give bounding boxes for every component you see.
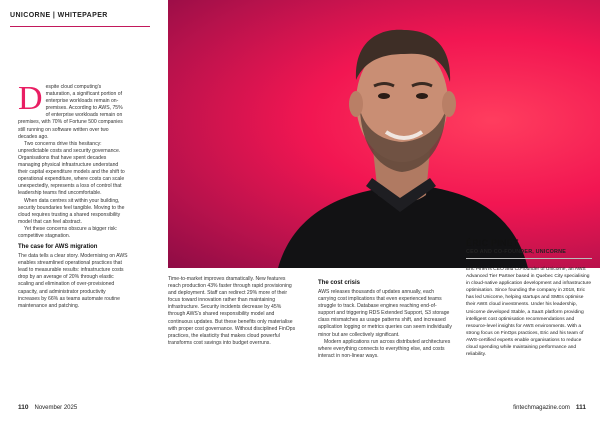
footer-right bbox=[513, 404, 586, 411]
profile-bio: Éric Pinet is CEO and Co-founder of Unicorne, an AWS Advanced Tier Partner based in Quebec City specialising in cloud-native application development and infrastructure optimisation. Since founding the company in 2018, Eric has led Unicorne, helping startups and SMEs optimise their AWS cloud investments. Under his leadership, Unicorne developed Stable, a SaaS platform providing intelligent cost optimisation recommendations and resource-level insights for AWS environments. With a strong focus on FinOps practices, Eric and his team of AWS-certified experts enable organisations to reduce cloud spending while maintaining performance and reliability. bbox=[466, 267, 592, 358]
portrait-photo bbox=[168, 0, 600, 268]
paragraph: AWS releases thousands of updates annually, each carrying cost implications that even experienced teams struggle to track. Database engines reaching end-of-support and triggering RDS Extended Support, S3 storage class mismatches as usage patterns shift, and increased application logging or metrics queries can seem individually minor but are collectively significant. bbox=[318, 289, 452, 338]
profile-role: CEO AND CO-FOUNDER, UNICORNE bbox=[466, 249, 567, 255]
profile-name-block bbox=[466, 238, 592, 259]
paragraph: When data centres sit within your building, security boundaries feel tangible. Moving to the cloud requires trusting a shared responsibility model that can feel abstract. bbox=[18, 197, 125, 225]
paragraph: Modern applications run across distributed architectures where everything connects to everything else, and costs interact in non-linear ways. bbox=[318, 338, 451, 359]
dropcap: D bbox=[18, 80, 43, 117]
site-url: fintechmagazine.com bbox=[513, 405, 570, 411]
profile-rule bbox=[466, 258, 592, 259]
paragraph: Two concerns drive this hesitancy: unpredictable costs and security governance. Organisations that have spent decades managing physical infrastructure understand their capital expenditure models and the shift to operational expenditure, where costs can scale unexpectedly, represents a loss of control that leadership teams find uncomfortable. bbox=[18, 140, 125, 197]
paragraph: Time-to-market improves dramatically. New features reach production 43% faster through rapid provisioning and deployment. Staff can redirect 29% more of their focus toward innovation rather than maintaining infrastructure. Security incidents decrease by 45% through AWS's shared responsibility model and continuous updates. But these benefits only materialise with proper cost governance. Without disciplined FinOps practices, the elasticity that makes cloud powerful transforms cost savings into budget overruns. bbox=[168, 276, 296, 346]
article-column-2 bbox=[168, 276, 296, 347]
page-number-right: 111 bbox=[575, 404, 586, 411]
subheading-aws-migration: The case for AWS migration bbox=[18, 244, 98, 251]
profile-name: ÉRIC PINET bbox=[466, 238, 519, 248]
intro-paragraph: Despite cloud computing's maturation, a significant portion of enterprise workloads remain on-premises. According to AWS, 75% of enterprise workloads remain on premises, with 70% of Fortune 500 companies still running on software written over two decades ago. bbox=[18, 80, 123, 140]
section-header: UNICORNE | WHITEPAPER bbox=[10, 12, 108, 19]
paragraph: The data tells a clear story. Modernising on AWS enables streamlined operational practices that lead to measurable results: infrastructure costs drop by an average of 20% through elastic scaling and elimination of over-provisioned capacity, and administrator productivity increases by 66% as teams automate routine maintenance and patching. bbox=[18, 253, 128, 309]
article-column-1 bbox=[18, 80, 128, 310]
issue-date: November 2025 bbox=[34, 405, 78, 411]
page-number-left: 110 bbox=[18, 404, 29, 411]
paragraph: Yet these concerns obscure a bigger risk: competitive stagnation. bbox=[18, 225, 118, 239]
footer-left bbox=[18, 404, 77, 411]
article-column-3 bbox=[318, 276, 452, 360]
subheading-cost-crisis: The cost crisis bbox=[318, 280, 361, 286]
portrait-illustration bbox=[168, 0, 600, 268]
header-rule bbox=[10, 26, 150, 27]
